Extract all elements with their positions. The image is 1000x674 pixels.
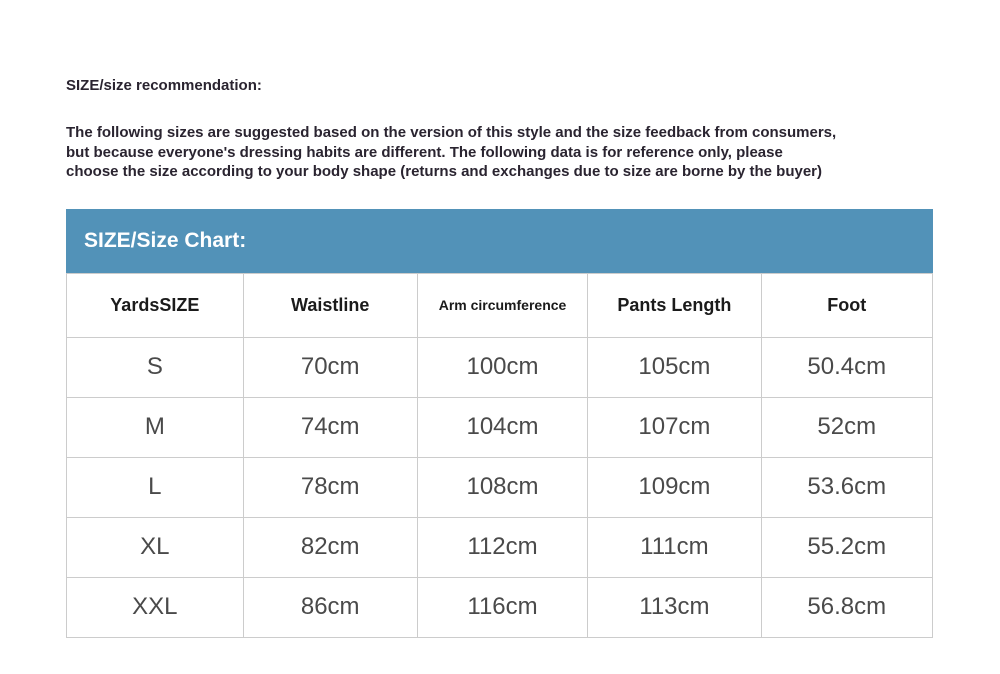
size-cell: XXL [67,577,244,637]
recommendation-line-1: The following sizes are suggested based on the version of this style and the size feedback from consumers, [66,124,837,141]
recommendation-paragraph [66,123,933,182]
recommendation-line-2: but because everyone's dressing habits are different. The following data is for reference only, please [66,143,783,161]
recommendation-heading: SIZE/size recommendation: [66,77,262,94]
size-chart-header-bar [66,209,933,273]
arm-cell: 108cm [417,457,588,517]
foot-cell: 53.6cm [761,457,933,517]
size-chart-table [66,273,933,638]
arm-cell: 100cm [417,337,588,397]
pants-length-cell: 111cm [588,517,761,577]
pants-length-cell: 109cm [588,457,761,517]
column-header-size: YardsSIZE [67,273,244,337]
table-row-xxl [67,577,933,637]
size-cell: M [67,397,244,457]
table-row-xl [67,517,933,577]
column-header-foot: Foot [761,273,933,337]
size-cell: XL [67,517,244,577]
column-header-pants-length: Pants Length [588,273,761,337]
table-row-l [67,457,933,517]
foot-cell: 52cm [761,397,933,457]
waistline-cell: 82cm [243,517,417,577]
table-header-row [67,273,933,337]
table-row-s [67,337,933,397]
waistline-cell: 86cm [243,577,417,637]
arm-cell: 116cm [417,577,588,637]
arm-cell: 112cm [417,517,588,577]
size-cell: S [67,337,244,397]
waistline-cell: 70cm [243,337,417,397]
waistline-cell: 74cm [243,397,417,457]
foot-cell: 50.4cm [761,337,933,397]
foot-cell: 56.8cm [761,577,933,637]
arm-cell: 104cm [417,397,588,457]
recommendation-line-3: choose the size according to your body shape (returns and exchanges due to size are borne by the buyer) [66,163,823,180]
foot-cell: 55.2cm [761,517,933,577]
waistline-cell: 78cm [243,457,417,517]
pants-length-cell: 113cm [588,577,761,637]
column-header-arm-circumference: Arm circumference [417,273,588,337]
pants-length-cell: 105cm [588,337,761,397]
pants-length-cell: 107cm [588,397,761,457]
size-cell: L [67,457,244,517]
table-row-m [67,397,933,457]
size-chart-title: SIZE/Size Chart: [84,228,247,252]
column-header-waistline: Waistline [243,273,417,337]
